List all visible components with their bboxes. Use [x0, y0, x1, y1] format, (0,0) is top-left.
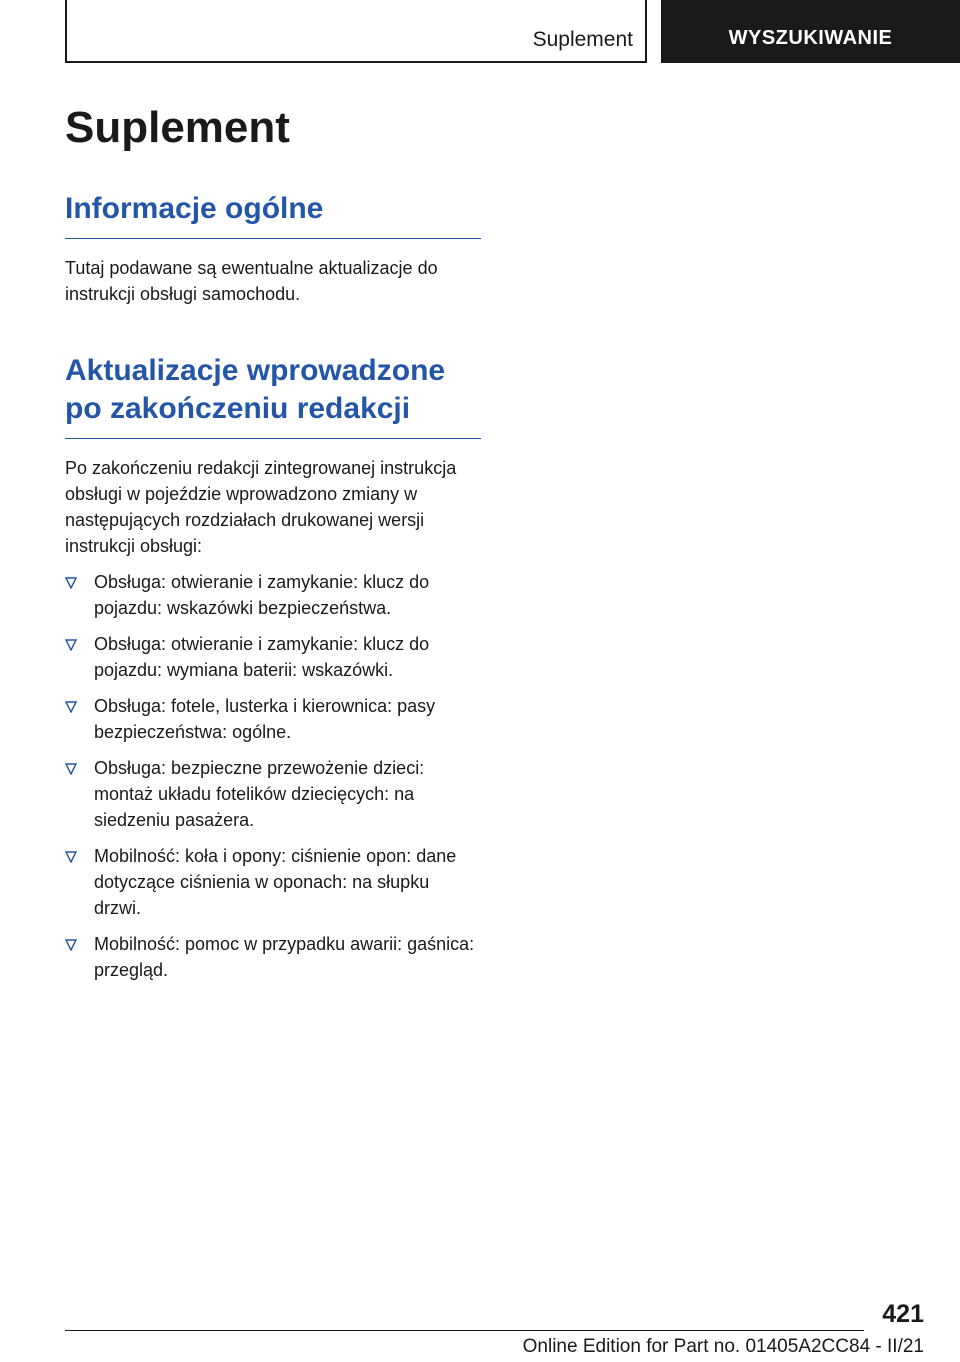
- triangle-bullet-icon: [65, 701, 77, 713]
- list-item-text: Mobilność: koła i opony: ciśnienie opon: dane dotyczące ciśnienia w oponach: na słupku drzwi.: [94, 846, 457, 918]
- section-heading-general: Informacje ogólne: [65, 190, 481, 239]
- list-item-text: Obsługa: fotele, lusterka i kierownica: pasy bezpieczeństwa: ogólne.: [94, 696, 436, 742]
- section-paragraph-general: Tutaj podawane są ewentualne aktualizacje do instrukcji obsługi samochodu.: [65, 258, 438, 304]
- page-content: [65, 100, 481, 993]
- list-item: [65, 931, 481, 983]
- section-heading-updates-line2: po zakończeniu redakcji: [65, 392, 411, 425]
- list-item: [65, 631, 481, 683]
- page-title: Suplement: [65, 103, 290, 152]
- list-item-text: Mobilność: pomoc w przypadku awarii: gaśnica: przegląd.: [94, 934, 475, 980]
- list-item-text: Obsługa: bezpieczne przewożenie dzieci: montaż układu fotelików dziecięcych: na siedzeniu pasażera.: [94, 758, 425, 830]
- triangle-bullet-icon: [65, 939, 77, 951]
- list-item: [65, 569, 481, 621]
- triangle-bullet-icon: [65, 639, 77, 651]
- list-item: [65, 755, 481, 833]
- update-list: [65, 569, 481, 983]
- triangle-bullet-icon: [65, 763, 77, 775]
- section-heading-updates-line1: Aktualizacje wprowadzone: [65, 354, 446, 387]
- list-item-text: Obsługa: otwieranie i zamykanie: klucz do pojazdu: wymiana baterii: wskazówki.: [94, 634, 430, 680]
- list-item: [65, 693, 481, 745]
- triangle-bullet-icon: [65, 851, 77, 863]
- list-item-text: Obsługa: otwieranie i zamykanie: klucz do pojazdu: wskazówki bezpieczeństwa.: [94, 572, 430, 618]
- list-item: [65, 843, 481, 921]
- page-number: 421: [882, 1300, 924, 1328]
- section-tab-label: Suplement: [532, 28, 633, 51]
- footer-divider: [65, 1330, 864, 1331]
- search-button[interactable]: WYSZUKIWANIE: [661, 0, 960, 63]
- section-paragraph-updates: Po zakończeniu redakcji zintegrowanej instrukcja obsługi w pojeździe wprowadzono zmiany w następujących rozdziałach drukowanej wersji instrukcji obsługi:: [65, 458, 457, 556]
- edition-note: Online Edition for Part no. 01405A2CC84 - II/21: [522, 1336, 924, 1357]
- triangle-bullet-icon: [65, 577, 77, 589]
- section-heading-updates: [65, 352, 481, 439]
- section-tab: [65, 0, 647, 63]
